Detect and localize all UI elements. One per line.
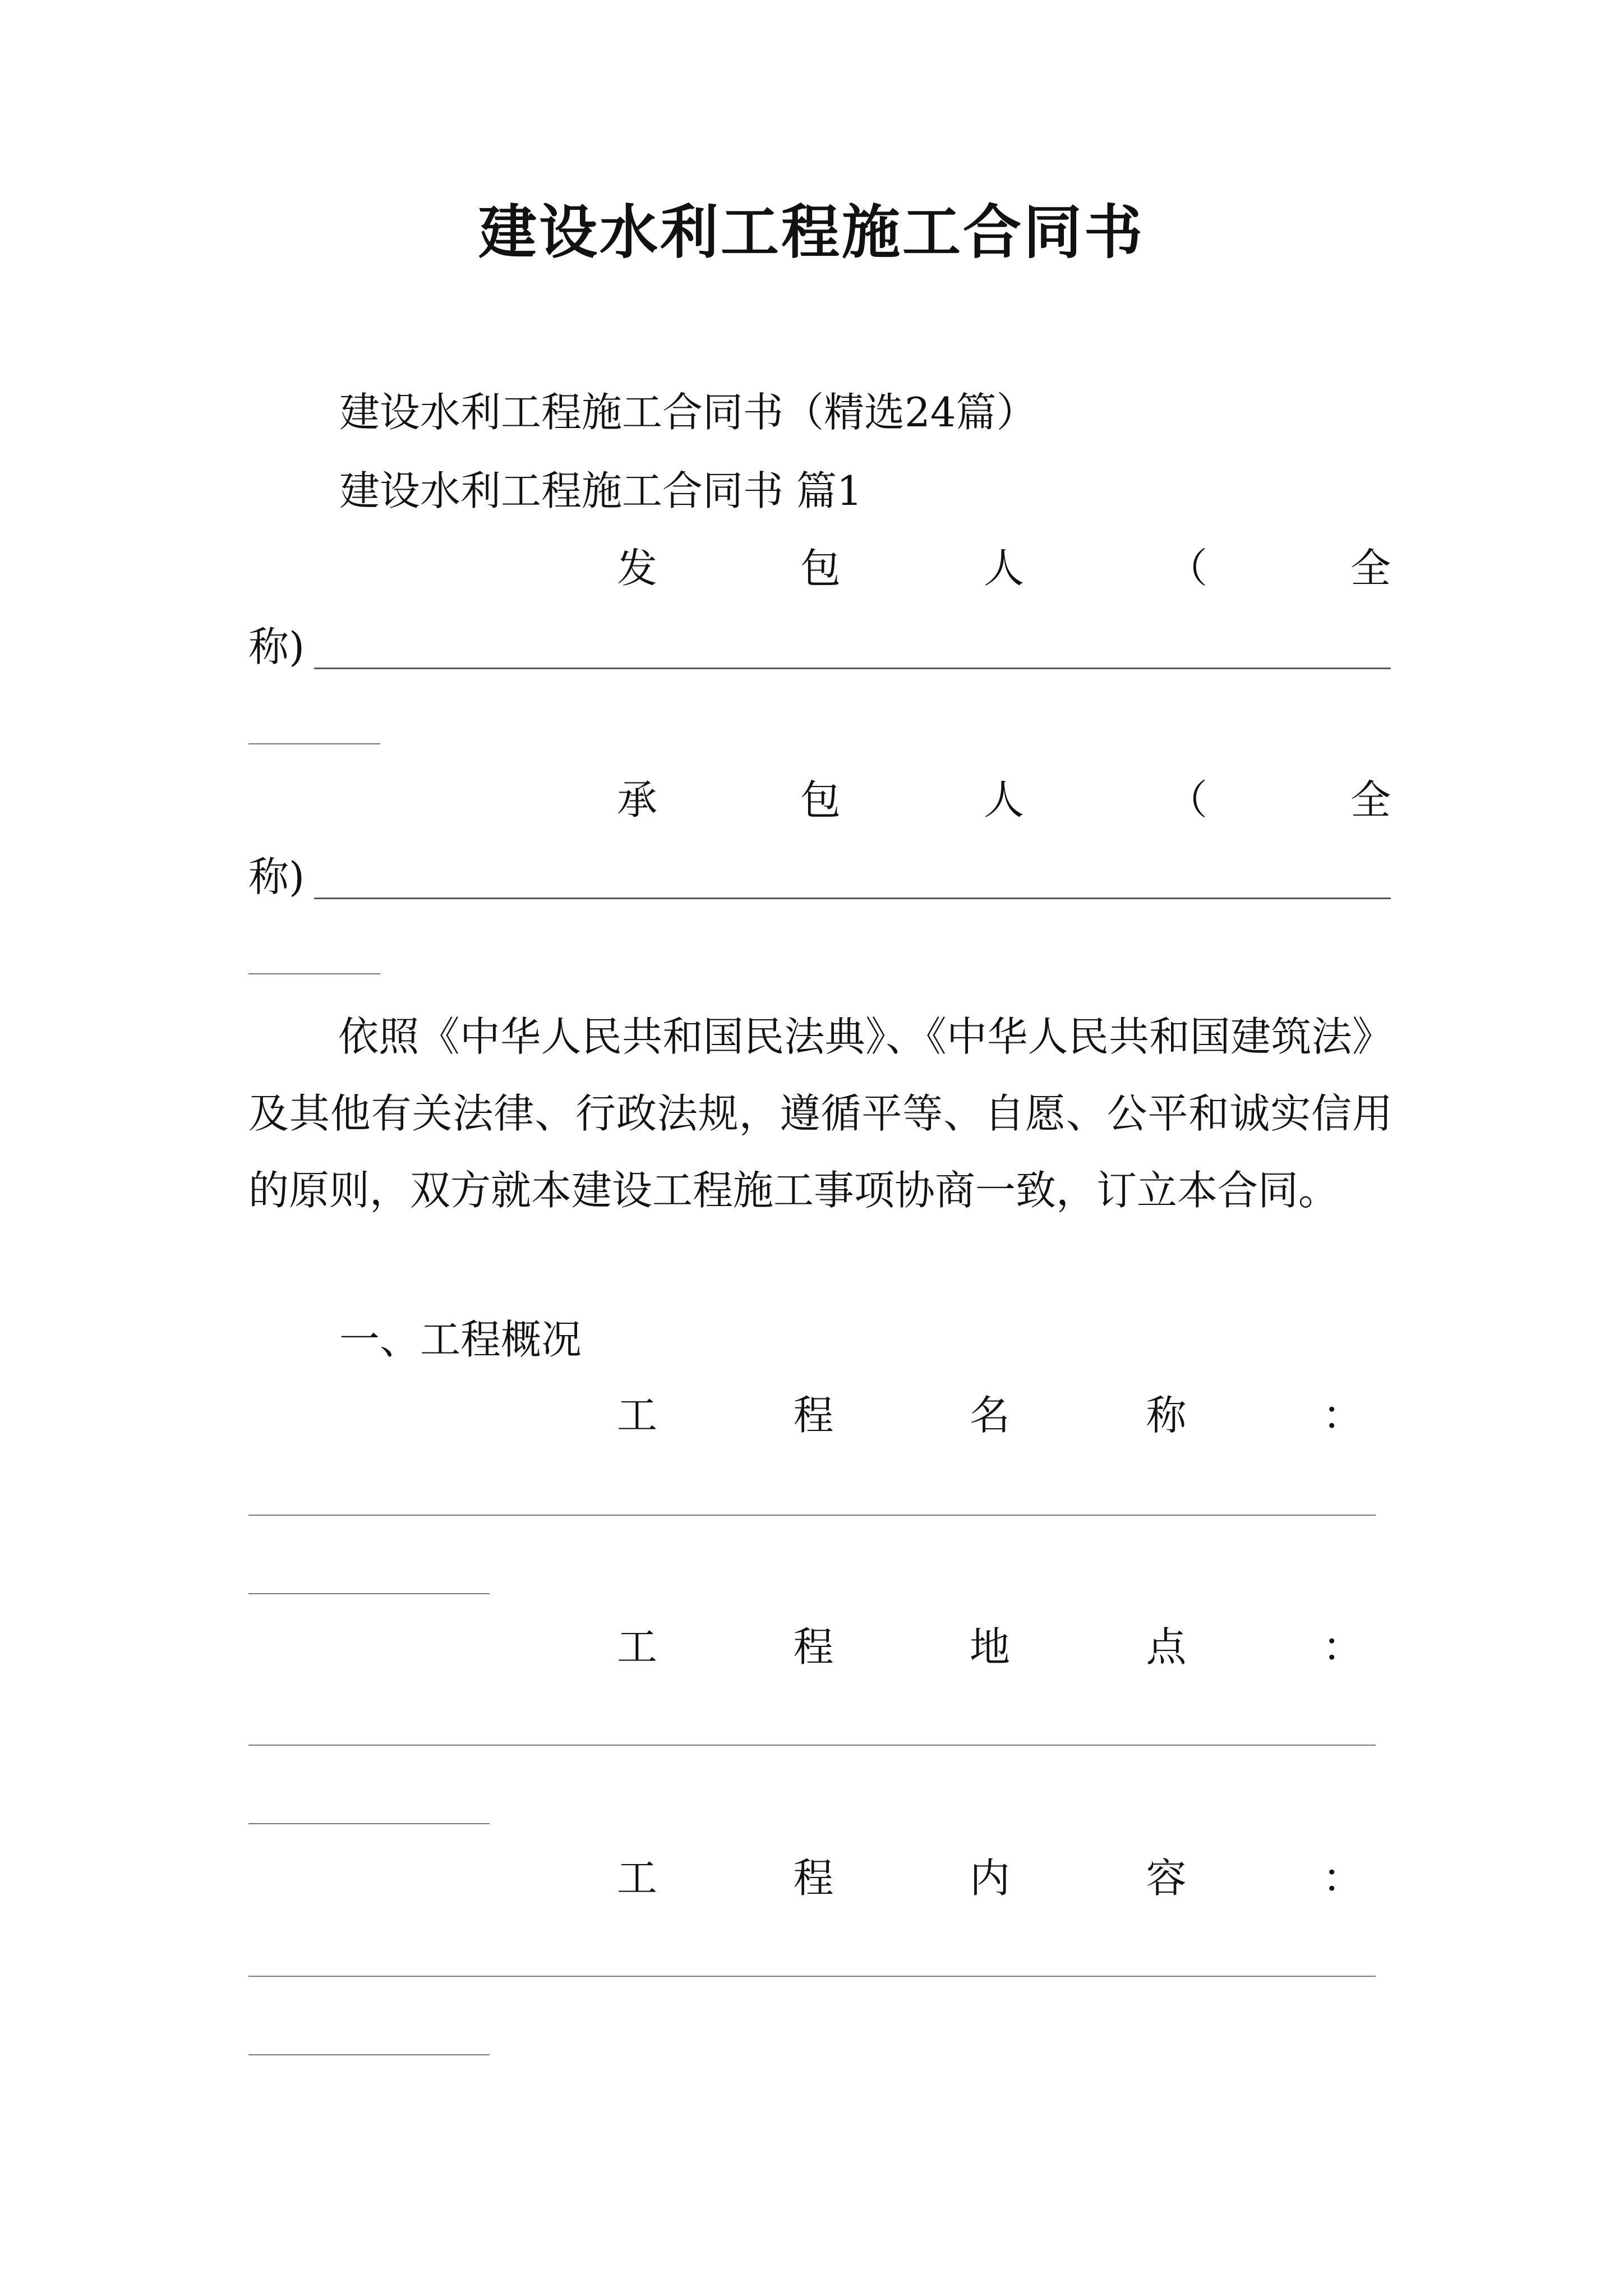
page-title: 建设水利工程施工合同书 — [478, 197, 1145, 266]
project-content-label-char: ： — [1322, 1855, 1363, 1902]
project-location-label-char: ： — [1322, 1623, 1363, 1671]
project-location-label — [617, 1623, 1363, 1671]
contractor-label-char: 全 — [1350, 776, 1391, 823]
project-name-label-char: 程 — [793, 1392, 834, 1439]
project-location-label-char: 工 — [617, 1623, 658, 1671]
employer-label-tail: 称) — [248, 623, 305, 670]
contractor-label-char: 包 — [800, 776, 841, 823]
employer-label-char: 人 — [983, 545, 1024, 592]
project-content-label-char: 程 — [793, 1855, 834, 1902]
project-name-blank[interactable] — [248, 1515, 1376, 1516]
employer-label-char: 发 — [617, 545, 658, 592]
project-name-label-char: 名 — [969, 1392, 1010, 1439]
employer-name-blank-continued[interactable] — [248, 743, 380, 744]
project-content-label-char: 容 — [1146, 1855, 1187, 1902]
overview-heading: 一、工程概况 — [339, 1316, 582, 1363]
project-location-label-char: 程 — [793, 1623, 834, 1671]
employer-label-char: 全 — [1350, 545, 1391, 592]
project-location-label-char: 地 — [969, 1623, 1010, 1671]
contractor-label-char: 人 — [983, 776, 1024, 823]
project-content-blank-continued[interactable] — [248, 2054, 490, 2055]
contractor-label-char: 承 — [617, 776, 658, 823]
project-content-label — [617, 1854, 1363, 1902]
project-location-blank[interactable] — [248, 1745, 1376, 1746]
intro-paragraph — [248, 999, 1393, 1229]
project-location-blank-continued[interactable] — [248, 1823, 490, 1824]
contractor-label-char: （ — [1166, 776, 1207, 823]
employer-label-char: 包 — [800, 545, 841, 592]
employer-label-char: （ — [1166, 545, 1207, 592]
project-location-label-char: 点 — [1146, 1623, 1187, 1671]
contractor-name-blank-continued[interactable] — [248, 973, 380, 974]
project-name-blank-continued[interactable] — [248, 1593, 490, 1594]
employer-label — [617, 544, 1391, 592]
project-name-label-char: 工 — [617, 1392, 658, 1439]
contractor-name-blank[interactable] — [314, 898, 1391, 899]
project-content-blank[interactable] — [248, 1976, 1376, 1977]
intro-paragraph-text: 依照《中华人民共和国民法典》、《中华人民共和国建筑法》及其他有关法律、行政法规，遵循平等、自愿、公平和诚实信用的原则，双方就本建设工程施工事项协商一致，订立本合同。 — [248, 1013, 1393, 1214]
project-name-label-char: ： — [1322, 1392, 1363, 1439]
project-content-label-char: 内 — [969, 1855, 1010, 1902]
contractor-label — [617, 776, 1391, 824]
contractor-label-tail: 称) — [248, 853, 305, 900]
document-subtitle: 建设水利工程施工合同书（精选24篇） — [339, 389, 1037, 436]
project-name-label-char: 称 — [1146, 1392, 1187, 1439]
project-content-label-char: 工 — [617, 1855, 658, 1902]
section-heading: 建设水利工程施工合同书 篇1 — [339, 467, 863, 514]
project-name-label — [617, 1391, 1363, 1439]
employer-name-blank[interactable] — [314, 668, 1391, 669]
